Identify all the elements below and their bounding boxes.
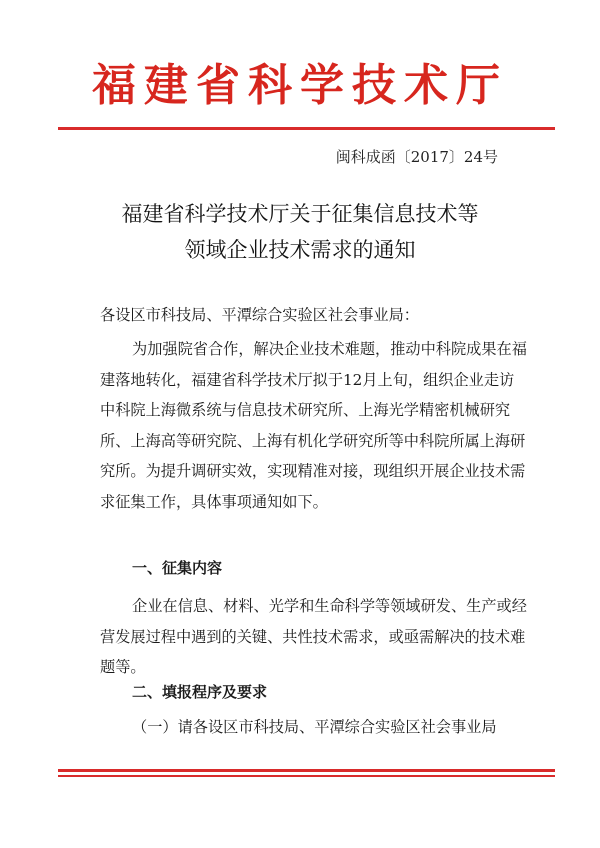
section-heading-1: 一、征集内容 bbox=[132, 559, 223, 577]
salutation: 各设区市科技局、平潭综合实验区社会事业局： bbox=[100, 306, 419, 324]
document-title-line-1: 福建省科学技术厅关于征集信息技术等 bbox=[121, 202, 479, 226]
paragraph-intro: 为加强院省合作，解决企业技术难题，推动中科院成果在福建落地转化，福建省科学技术厅拟于12月上旬，组织企业走访中科院上海微系统与信息技术研究所、上海光学精密机械研究所、上海高等研究院、上海有机化学研究所等中科院所属上海研究所。为提升调研实效，实现精准对接，现组织开展企业技术需求征集工作，具体事项通知如下。 bbox=[100, 340, 527, 511]
document-title bbox=[60, 196, 540, 268]
document-title-line-2: 领域企业技术需求的通知 bbox=[184, 238, 416, 262]
paragraph-collection-content: 企业在信息、材料、光学和生命科学等领域研发、生产或经营发展过程中遇到的关键、共性技术需求，或亟需解决的技术难题等。 bbox=[100, 597, 527, 676]
footer-red-rule-thick bbox=[58, 769, 555, 772]
letterhead-title: 福建省科学技术厅 bbox=[92, 60, 508, 111]
document-number: 闽科成函〔2017〕24号 bbox=[335, 148, 498, 166]
paragraph-procedure-1: （一）请各设区市科技局、平潭综合实验区社会事业局 bbox=[132, 718, 497, 736]
section-heading-2: 二、填报程序及要求 bbox=[132, 683, 268, 701]
letterhead-red-rule bbox=[58, 127, 555, 130]
footer-red-rule-thin bbox=[58, 775, 555, 777]
